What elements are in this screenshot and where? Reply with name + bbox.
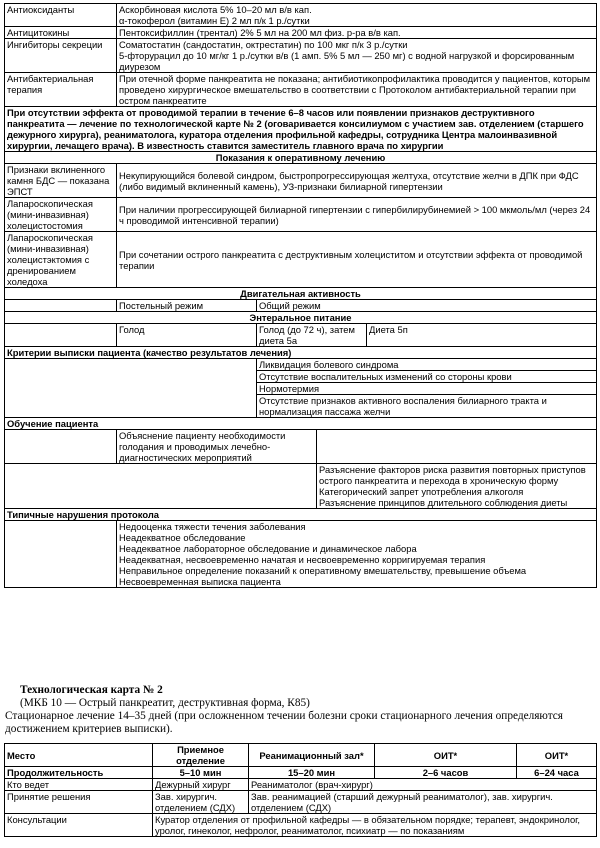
header-icu-1: ОИТ* xyxy=(375,744,517,767)
decision-label: Принятие решения xyxy=(5,791,153,814)
education-item-2: Разъяснение факторов риска развития повторных приступов острого панкреатита и перехода в хроническую форму Категорический запрет употребления алкоголя Разъяснение принципов длительного соблюдения диеты xyxy=(317,464,597,509)
consult-row xyxy=(5,814,597,837)
drug-value: Пентоксифиллин (трентал) 2% 5 мл на 200 мл физ. р-ра в/в кап. xyxy=(117,27,597,39)
activity-bed: Постельный режим xyxy=(117,300,257,312)
decision-row xyxy=(5,791,597,814)
section-header-row xyxy=(5,509,597,521)
violation-item: Несвоевременная выписка пациента xyxy=(119,576,281,587)
drug-label: Антиоксиданты xyxy=(5,4,117,27)
stage-header-row xyxy=(5,744,597,767)
drug-label: Антицитокины xyxy=(5,27,117,39)
surgery-value: При сочетании острого панкреатита с деструктивным холециститом и отсутствии эффекта от проводимой терапии xyxy=(117,232,597,288)
protocol-table-2 xyxy=(4,743,596,837)
section-2-paragraph: Стационарное лечение 14–35 дней (при осложненном течении болезни сроки стационарного лечения определяются достижением критериев выписки). xyxy=(5,710,564,735)
duration-row xyxy=(5,767,597,779)
surgery-value: При наличии прогрессирующей билиарной гипертензии с гипербилирубинемией > 100 мкмоль/мл (через 24 ч проводимой интенсивной терапии) xyxy=(117,198,597,232)
activity-general: Общий режим xyxy=(257,300,597,312)
violations-list xyxy=(117,521,597,588)
drug-row xyxy=(5,39,597,73)
criteria-header: Критерии выписки пациента (качество результатов лечения) xyxy=(5,347,597,359)
surgery-label: Лапароскопическая (мини-инвазивная) холецистэктомия с дренированием холедоха xyxy=(5,232,117,288)
criteria-item: Нормотермия xyxy=(257,383,597,395)
drug-label: Антибактериальная терапия xyxy=(5,73,117,107)
violation-item: Неадекватное обследование xyxy=(119,532,246,543)
drug-value: Соматостатин (сандостатин, октрестатин) по 100 мкг п/к 3 р./сутки 5-фторурацил до 10 мг/кг 1 р./сутки в/в (1 амп. 5% 5 мл — 250 мг) с водной нагрузкой и форсированным диурезом xyxy=(117,39,597,73)
protocol-table-1 xyxy=(4,3,596,588)
treatment-table xyxy=(4,3,597,588)
decision-rest: Зав. реанимацией (старший дежурный реаниматолог), зав. хирургич. отделением (СДХ) xyxy=(249,791,597,814)
consult-value: Куратор отделения от профильной кафедры — в обязательном порядке; терапевт, эндокринолог, уролог, гинеколог, нефролог, реаниматолог, психиатр — по показаниям xyxy=(153,814,597,837)
violation-item: Неадекватное лабораторное обследование и динамическое лабора xyxy=(119,543,417,554)
nutrition-fasting-then-diet: Голод (до 72 ч), затем диета 5а xyxy=(257,324,367,347)
nutrition-diet: Диета 5п xyxy=(367,324,597,347)
consult-label: Консультации xyxy=(5,814,153,837)
violations-row xyxy=(5,521,597,588)
section-2-subtitle: (МКБ 10 — Острый панкреатит, деструктивная форма, К85) xyxy=(20,697,310,709)
education-row xyxy=(5,464,597,509)
duration-icu-1: 2–6 часов xyxy=(375,767,517,779)
lead-row xyxy=(5,779,597,791)
surgery-label: Лапароскопическая (мини-инвазивная) холецистостомия xyxy=(5,198,117,232)
header-place: Место xyxy=(5,744,153,767)
drug-value: При отечной форме панкреатита не показана; антибиотикопрофилактика проводится у пациентов, которым проведено хирургическое вмешательство в соответствии с Протоколом антибактериальной терапии при остром панкреатите xyxy=(117,73,597,107)
section-header-row xyxy=(5,312,597,324)
violation-item: Недооценка тяжести течения заболевания xyxy=(119,521,306,532)
education-row xyxy=(5,430,597,464)
criteria-item: Отсутствие воспалительных изменений со стороны крови xyxy=(257,371,597,383)
bold-note-row xyxy=(5,107,597,152)
decision-admission: Зав. хирургич. отделением (СДХ) xyxy=(153,791,249,814)
activity-row xyxy=(5,300,597,312)
surgery-label: Признаки вклиненного камня БДС — показана ЭПСТ xyxy=(5,164,117,198)
surgery-row xyxy=(5,232,597,288)
nutrition-row xyxy=(5,324,597,347)
activity-header: Двигательная активность xyxy=(5,288,597,300)
duration-icu-2: 6–24 часа xyxy=(517,767,597,779)
drug-row xyxy=(5,73,597,107)
lead-label: Кто ведет xyxy=(5,779,153,791)
drug-row xyxy=(5,27,597,39)
drug-value: Аскорбиновая кислота 5% 10–20 мл в/в кап. α-токоферол (витамин Е) 2 мл п/к 1 р./сутки xyxy=(117,4,597,27)
drug-label: Ингибиторы секреции xyxy=(5,39,117,73)
header-resus: Реанимационный зал* xyxy=(249,744,375,767)
section-2-title: Технологическая карта № 2 xyxy=(20,684,163,696)
nutrition-fasting: Голод xyxy=(117,324,257,347)
violation-item: Неправильное определение показаний к оперативному вмешательству, превышение объема xyxy=(119,565,527,576)
drug-row xyxy=(5,4,597,27)
nutrition-header: Энтеральное питание xyxy=(5,312,597,324)
header-icu-2: ОИТ* xyxy=(517,744,597,767)
surgery-row xyxy=(5,198,597,232)
section-2-intro xyxy=(5,684,590,736)
section-header-row xyxy=(5,152,597,164)
section-header-row xyxy=(5,418,597,430)
criteria-item: Ликвидация болевого синдрома xyxy=(257,359,597,371)
section-header-row xyxy=(5,347,597,359)
stage-table xyxy=(4,743,597,837)
surgery-row xyxy=(5,164,597,198)
duration-admission: 5–10 мин xyxy=(153,767,249,779)
lead-admission: Дежурный хирург xyxy=(153,779,249,791)
duration-label: Продолжительность xyxy=(5,767,153,779)
surgery-value: Некупирующийся болевой синдром, быстропрогрессирующая желтуха, отсутствие желчи в ДПК при ФДС (либо видимый вклиненный камень), УЗ-признаки билиарной гипертензии xyxy=(117,164,597,198)
duration-resus: 15–20 мин xyxy=(249,767,375,779)
lead-rest: Реаниматолог (врач-хирург) xyxy=(249,779,597,791)
section-header-row xyxy=(5,288,597,300)
violations-header: Типичные нарушения протокола xyxy=(5,509,597,521)
violation-item: Неадекватная, несвоевременно начатая и несвоевременно корригируемая терапия xyxy=(119,554,486,565)
bold-note: При отсутствии эффекта от проводимой терапии в течение 6–8 часов или появлении признаков деструктивного панкреатита — лечение по технологической карте № 2 (оговаривается консилиумом с участием зав. отделением (старшего дежурного хирурга), реаниматолога, куратора отделения профильной кафедры, сотрудника Центра малоинвазивной хирургии, лечащего врача). В известность ставится заместитель главного врача по хирургии xyxy=(5,107,597,152)
education-item-1: Объяснение пациенту необходимости голодания и проводимых лечебно-диагностических мероприятий xyxy=(117,430,317,464)
education-header: Обучение пациента xyxy=(5,418,597,430)
header-admission: Приемное отделение xyxy=(153,744,249,767)
surgery-header: Показания к оперативному лечению xyxy=(5,152,597,164)
criteria-item: Отсутствие признаков активного воспаления билиарного тракта и нормализация пассажа желчи xyxy=(257,395,597,418)
criteria-row xyxy=(5,359,597,371)
